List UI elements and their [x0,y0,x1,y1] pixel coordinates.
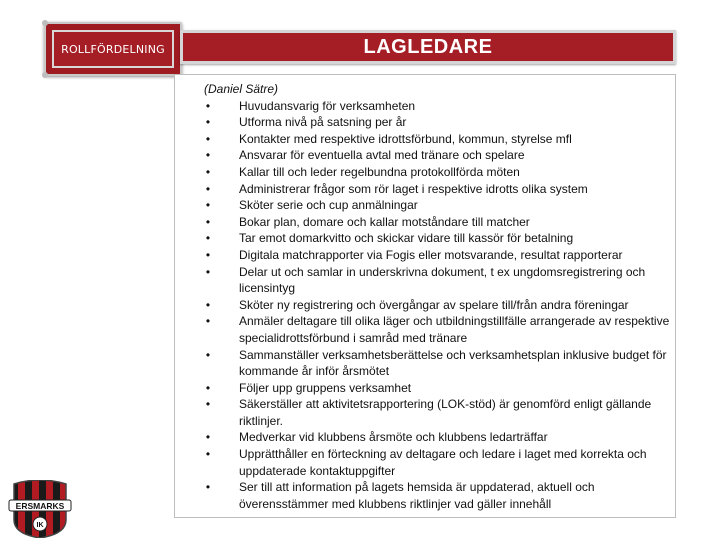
list-item [203,164,673,181]
bullet-icon: • [205,247,211,262]
list-item-text: Anmäler deltagare till olika läger och utbildningstillfälle arrangerade av respektive specialidrottsförbund i samråd med tränare [239,314,670,345]
list-item [203,247,673,264]
list-item [203,479,673,512]
list-item [203,114,673,131]
list-item-text: Sköter serie och cup anmälningar [239,198,418,213]
bullet-icon: • [205,131,211,146]
list-item [203,98,673,115]
list-item-text: Medverkar vid klubbens årsmöte och klubbens ledarträffar [239,430,548,445]
section-tab-label: ROLLFÖRDELNING [52,30,174,68]
list-item-text: Bokar plan, domare och kallar motståndare till matcher [239,214,530,229]
list-item-text: Ser till att information på lagets hemsida är uppdaterad, aktuell och överensstämmer med klubbens riktlinjer vad gäller innehåll [239,480,595,511]
list-item [203,380,673,397]
bullet-icon: • [205,314,211,329]
list-item [203,131,673,148]
content-panel [174,74,676,518]
section-tab[interactable] [44,22,182,76]
list-item [203,147,673,164]
list-item [203,230,673,247]
bullet-icon: • [205,297,211,312]
bullet-icon: • [205,198,211,213]
corner-dot [42,20,48,26]
bullet-icon: • [205,164,211,179]
list-item [203,446,673,479]
list-item-text: Ansvarar för eventuella avtal med tränare och spelare [239,148,525,163]
list-item [203,214,673,231]
bullet-icon: • [205,181,211,196]
bullet-icon: • [205,148,211,163]
bullet-icon: • [205,397,211,412]
list-item [203,347,673,380]
bullet-icon: • [205,430,211,445]
bullet-icon: • [205,115,211,130]
club-logo [6,480,74,538]
list-item-text: Delar ut och samlar in underskrivna dokument, t ex ungdomsregistrering och licensintyg [239,264,646,296]
bullet-icon: • [205,347,211,362]
logo-text: ERSMARKS [15,501,65,511]
bullet-icon: • [205,380,211,395]
list-item-text: Sammanställer verksamhetsberättelse och verksamhetsplan inklusive budget för kommande år inför årsmötet [239,347,667,379]
list-item-text: Sköter ny registrering och övergångar av spelare till/från andra föreningar [239,297,629,312]
list-item-text: Digitala matchrapporter via Fogis eller motsvarande, resultat rapporterar [239,247,623,262]
list-item [203,313,673,346]
list-item-text: Kontakter med respektive idrottsförbund, kommun, styrelse mfl [239,131,572,146]
list-item-text: Huvudansvarig för verksamheten [239,98,416,113]
list-item-text: Utforma nivå på satsning per år [239,115,407,130]
list-item [203,264,673,297]
bullet-icon: • [205,98,211,113]
list-item-text: Upprätthåller en förteckning av deltagare och ledare i laget med korrekta och uppdaterade kontaktuppgifter [239,447,647,478]
list-item [203,429,673,446]
page-title: LAGLEDARE [180,30,676,64]
list-item [203,396,673,429]
list-item [203,197,673,214]
list-item-text: Kallar till och leder regelbundna protokollförda möten [239,164,520,179]
person-name: (Daniel Sätre) [204,82,279,96]
bullet-icon: • [205,447,211,462]
bullet-icon: • [205,214,211,229]
bullet-icon: • [205,480,211,495]
bullet-icon: • [205,264,211,279]
logo-emblem-text: IK [36,522,44,529]
list-item-text: Säkerställer att aktivitetsrapportering (LOK-stöd) är genomförd enligt gällande riktlinjer. [239,397,652,428]
list-item-text: Följer upp gruppens verksamhet [239,380,412,395]
list-item [203,297,673,314]
responsibility-list [203,98,673,513]
list-item-text: Administrerar frågor som rör laget i respektive idrotts olika system [239,181,588,196]
corner-dot [42,72,48,78]
list-item-text: Tar emot domarkvitto och skickar vidare till kassör för betalning [239,231,574,246]
list-item [203,181,673,198]
bullet-icon: • [205,231,211,246]
